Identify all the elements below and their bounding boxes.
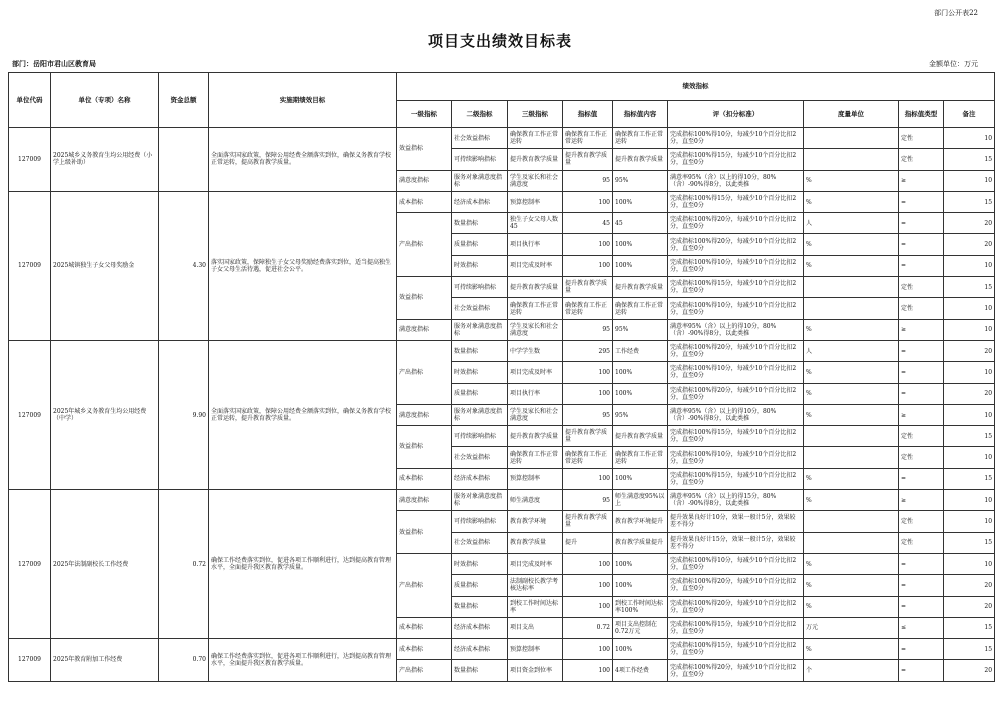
page-title: 项目支出绩效目标表 xyxy=(427,32,572,50)
scoring-cell: 完成指标100%得10分，每减少10个百分比扣2分，直至0分 xyxy=(668,362,804,383)
goal-cell: 落实国家政策，保障独生子女父母奖励经费落实到位，适当提高独生子女父母生活待遇，促进社会公平。 xyxy=(209,191,397,340)
level3-cell: 到校工作时间达标率 xyxy=(508,596,563,617)
scoring-cell: 完成指标100%得15分，每减少10个百分比扣2分，直至0分 xyxy=(668,468,804,489)
level2-cell: 社会效益指标 xyxy=(452,532,508,553)
note-cell: 10 xyxy=(944,319,995,340)
level2-cell: 经济成本指标 xyxy=(452,617,508,638)
value-type-cell: = xyxy=(899,255,944,276)
level2-cell: 服务对象满意度指标 xyxy=(452,319,508,340)
level1-cell: 成本指标 xyxy=(397,191,452,212)
scoring-cell: 完成指标100%得20分，每减少10个百分比扣2分，直至0分 xyxy=(668,596,804,617)
scoring-cell: 完成指标100%得10分，每减少10个百分比扣2分，直至0分 xyxy=(668,128,804,149)
value-content-cell: 100% xyxy=(613,468,668,489)
scoring-cell: 完成指标100%得20分，每减少10个百分比扣2分，直至0分 xyxy=(668,660,804,681)
value-content-cell: 45 xyxy=(613,213,668,234)
value-cell: 295 xyxy=(563,340,613,361)
value-content-cell: 100% xyxy=(613,383,668,404)
measure-unit-cell: % xyxy=(804,383,899,404)
measure-unit-cell xyxy=(804,447,899,468)
value-content-cell: 确保教育工作正常运转 xyxy=(613,128,668,149)
value-cell: 95 xyxy=(563,170,613,191)
level3-cell: 项目执行率 xyxy=(508,234,563,255)
value-cell: 提升教育教学质量 xyxy=(563,426,613,447)
value-cell: 45 xyxy=(563,213,613,234)
level3-cell: 师生满意度 xyxy=(508,490,563,511)
note-cell: 15 xyxy=(944,277,995,298)
total-funds-cell: 4.30 xyxy=(159,191,209,340)
note-cell: 10 xyxy=(944,298,995,319)
note-cell: 15 xyxy=(944,191,995,212)
note-cell: 15 xyxy=(944,532,995,553)
level1-cell: 成本指标 xyxy=(397,468,452,489)
value-content-cell: 教育教学环境提升 xyxy=(613,511,668,532)
measure-unit-cell: % xyxy=(804,490,899,511)
value-type-cell: = xyxy=(899,553,944,574)
value-type-cell: = xyxy=(899,383,944,404)
note-cell: 15 xyxy=(944,426,995,447)
project-name-cell: 2025年城乡义务教育生均公用经费（中学） xyxy=(51,340,159,489)
level2-cell: 质量指标 xyxy=(452,575,508,596)
value-cell: 确保教育工作正常运转 xyxy=(563,128,613,149)
total-funds-cell: 0.70 xyxy=(159,639,209,682)
performance-table xyxy=(8,72,995,682)
level1-cell: 效益指标 xyxy=(397,426,452,469)
note-cell: 10 xyxy=(944,490,995,511)
level1-cell: 成本指标 xyxy=(397,639,452,660)
value-type-cell: = xyxy=(899,596,944,617)
value-type-cell: 定性 xyxy=(899,128,944,149)
value-type-cell: = xyxy=(899,362,944,383)
value-cell: 100 xyxy=(563,596,613,617)
scoring-cell: 完成指标100%得15分，每减少10个百分比扣2分，直至0分 xyxy=(668,639,804,660)
value-cell: 100 xyxy=(563,383,613,404)
value-type-cell: = xyxy=(899,340,944,361)
level2-cell: 经济成本指标 xyxy=(452,468,508,489)
value-type-cell: = xyxy=(899,213,944,234)
header-value: 指标值 xyxy=(563,101,613,128)
value-cell: 95 xyxy=(563,490,613,511)
level3-cell: 项目完成及时率 xyxy=(508,255,563,276)
value-type-cell: 定性 xyxy=(899,511,944,532)
value-content-cell: 4项工作经费 xyxy=(613,660,668,681)
level3-cell: 法制副校长教学考核达标率 xyxy=(508,575,563,596)
project-name-cell: 2025城乡义务教育生均公用经费（小学上级补助） xyxy=(51,128,159,192)
goal-cell: 确保工作经费落实到位，促进各项工作顺利进行，达到提高教育管理水平，全面提升我区教育教学质量。 xyxy=(209,490,397,639)
level2-cell: 数量指标 xyxy=(452,660,508,681)
level2-cell: 社会效益指标 xyxy=(452,128,508,149)
scoring-cell: 完成指标100%得10分，每减少10个百分比扣2分，直至0分 xyxy=(668,298,804,319)
measure-unit-cell xyxy=(804,277,899,298)
value-content-cell: 100% xyxy=(613,575,668,596)
value-content-cell: 95% xyxy=(613,170,668,191)
value-content-cell: 100% xyxy=(613,191,668,212)
value-type-cell: 定性 xyxy=(899,426,944,447)
value-content-cell: 到校工作时间达标率100% xyxy=(613,596,668,617)
note-cell: 15 xyxy=(944,617,995,638)
level1-cell: 满意度指标 xyxy=(397,170,452,191)
value-type-cell: = xyxy=(899,234,944,255)
value-type-cell: 定性 xyxy=(899,532,944,553)
level3-cell: 学生及家长和社会满意度 xyxy=(508,319,563,340)
total-funds-cell: 9.90 xyxy=(159,340,209,489)
goal-cell: 全面落实国家政策，保障公用经费全额落实到位，确保义务教育学校正常运转，提升教育教学质量。 xyxy=(209,340,397,489)
scoring-cell: 完成指标100%得20分，每减少10个百分比扣2分，直至0分 xyxy=(668,340,804,361)
page-number: 部门公开表22 xyxy=(934,9,978,17)
scoring-cell: 完成指标100%得20分，每减少10个百分比扣2分，直至0分 xyxy=(668,575,804,596)
value-content-cell: 确保教育工作正常运转 xyxy=(613,447,668,468)
unit-code-cell: 127009 xyxy=(9,490,51,639)
value-type-cell: 定性 xyxy=(899,447,944,468)
value-cell: 确保教育工作正常运转 xyxy=(563,447,613,468)
scoring-cell: 完成指标100%得10分，每减少10个百分比扣2分，直至0分 xyxy=(668,255,804,276)
measure-unit-cell: % xyxy=(804,596,899,617)
scoring-cell: 完成指标100%得15分，每减少10个百分比扣2分，直至0分 xyxy=(668,149,804,170)
total-funds-cell xyxy=(159,128,209,192)
level2-cell: 经济成本指标 xyxy=(452,191,508,212)
value-cell: 95 xyxy=(563,319,613,340)
level2-cell: 数量指标 xyxy=(452,340,508,361)
level3-cell: 确保教育工作正常运转 xyxy=(508,298,563,319)
note-cell: 20 xyxy=(944,575,995,596)
value-cell: 100 xyxy=(563,468,613,489)
note-cell: 10 xyxy=(944,511,995,532)
level3-cell: 项目完成及时率 xyxy=(508,362,563,383)
value-cell: 提升 xyxy=(563,532,613,553)
value-type-cell: ≥ xyxy=(899,319,944,340)
measure-unit-cell xyxy=(804,511,899,532)
value-cell: 100 xyxy=(563,553,613,574)
note-cell: 10 xyxy=(944,404,995,425)
value-type-cell: 定性 xyxy=(899,277,944,298)
level3-cell: 提升教育教学质量 xyxy=(508,426,563,447)
value-cell: 100 xyxy=(563,191,613,212)
measure-unit-cell: % xyxy=(804,553,899,574)
project-name-cell: 2025年法制副校长工作经费 xyxy=(51,490,159,639)
header-scoring: 评（扣分标准） xyxy=(668,101,804,128)
scoring-cell: 满意率95%（含）以上的得10分，80%（含）-90%得8分，以此类推 xyxy=(668,170,804,191)
note-cell: 15 xyxy=(944,639,995,660)
scoring-cell: 完成指标100%得20分，每减少10个百分比扣2分，直至0分 xyxy=(668,234,804,255)
level3-cell: 教育教学质量 xyxy=(508,532,563,553)
table-row xyxy=(9,639,995,660)
measure-unit-cell: 人 xyxy=(804,340,899,361)
header-value-type: 指标值类型 xyxy=(899,101,944,128)
note-cell: 20 xyxy=(944,234,995,255)
value-content-cell: 100% xyxy=(613,639,668,660)
level3-cell: 项目资金到位率 xyxy=(508,660,563,681)
value-content-cell: 提升教育教学质量 xyxy=(613,149,668,170)
value-cell: 100 xyxy=(563,660,613,681)
table-row xyxy=(9,490,995,511)
value-type-cell: 定性 xyxy=(899,298,944,319)
note-cell: 15 xyxy=(944,468,995,489)
value-cell: 100 xyxy=(563,639,613,660)
level1-cell: 效益指标 xyxy=(397,277,452,320)
header-level1: 一级指标 xyxy=(397,101,452,128)
value-cell: 100 xyxy=(563,362,613,383)
value-type-cell: ≤ xyxy=(899,617,944,638)
level1-cell: 产出指标 xyxy=(397,213,452,277)
scoring-cell: 满意率95%（含）以上的得10分，80%（含）-90%得8分，以此类推 xyxy=(668,404,804,425)
value-content-cell: 100% xyxy=(613,234,668,255)
header-value-content: 指标值内容 xyxy=(613,101,668,128)
level2-cell: 社会效益指标 xyxy=(452,447,508,468)
header-total-funds: 资金总额 xyxy=(159,73,209,128)
level2-cell: 数量指标 xyxy=(452,213,508,234)
scoring-cell: 完成指标100%得10分，每减少10个百分比扣2分，直至0分 xyxy=(668,553,804,574)
value-content-cell: 100% xyxy=(613,553,668,574)
level2-cell: 质量指标 xyxy=(452,234,508,255)
table-row xyxy=(9,128,995,149)
level1-cell: 产出指标 xyxy=(397,660,452,681)
level2-cell: 数量指标 xyxy=(452,596,508,617)
scoring-cell: 提升效果良好计10分，效果一般计5分，效果较差不得分 xyxy=(668,511,804,532)
measure-unit-cell: % xyxy=(804,234,899,255)
measure-unit-cell: % xyxy=(804,404,899,425)
measure-unit-cell: % xyxy=(804,575,899,596)
scoring-cell: 完成指标100%得15分，每减少10个百分比扣2分，直至0分 xyxy=(668,426,804,447)
value-content-cell: 95% xyxy=(613,319,668,340)
unit-code-cell: 127009 xyxy=(9,191,51,340)
header-unit-code: 单位代码 xyxy=(9,73,51,128)
measure-unit-cell: % xyxy=(804,319,899,340)
value-cell: 100 xyxy=(563,234,613,255)
measure-unit-cell xyxy=(804,128,899,149)
scoring-cell: 完成指标100%得15分，每减少10个百分比扣2分，直至0分 xyxy=(668,191,804,212)
note-cell: 10 xyxy=(944,255,995,276)
goal-cell: 确保工作经费落实到位，促进各项工作顺利进行，达到提高教育管理水平，全面提升我区教育教学质量。 xyxy=(209,639,397,682)
level2-cell: 可持续影响指标 xyxy=(452,277,508,298)
value-cell: 提升教育教学质量 xyxy=(563,511,613,532)
level3-cell: 预算控制率 xyxy=(508,639,563,660)
measure-unit-cell: % xyxy=(804,639,899,660)
value-content-cell: 提升教育教学质量 xyxy=(613,277,668,298)
note-cell: 20 xyxy=(944,596,995,617)
header-measure-unit: 度量单位 xyxy=(804,101,899,128)
note-cell: 20 xyxy=(944,213,995,234)
scoring-cell: 完成指标100%得20分，每减少10个百分比扣2分，直至0分 xyxy=(668,383,804,404)
unit-code-cell: 127009 xyxy=(9,340,51,489)
value-cell: 确保教育工作正常运转 xyxy=(563,298,613,319)
level3-cell: 学生及家长和社会满意度 xyxy=(508,404,563,425)
level3-cell: 提升教育教学质量 xyxy=(508,149,563,170)
note-cell: 10 xyxy=(944,362,995,383)
value-cell: 100 xyxy=(563,255,613,276)
level2-cell: 可持续影响指标 xyxy=(452,426,508,447)
department-label: 部门：岳阳市君山区教育局 xyxy=(12,59,96,68)
table-row xyxy=(9,340,995,361)
value-type-cell: = xyxy=(899,468,944,489)
level1-cell: 效益指标 xyxy=(397,128,452,171)
level2-cell: 社会效益指标 xyxy=(452,298,508,319)
value-cell: 提升教育教学质量 xyxy=(563,149,613,170)
header-unit-name: 单位（专项）名称 xyxy=(51,73,159,128)
value-type-cell: ≥ xyxy=(899,490,944,511)
measure-unit-cell: 个 xyxy=(804,660,899,681)
measure-unit-cell: % xyxy=(804,170,899,191)
level3-cell: 学生及家长和社会满意度 xyxy=(508,170,563,191)
measure-unit-cell: 人 xyxy=(804,213,899,234)
measure-unit-cell xyxy=(804,426,899,447)
value-type-cell: ≥ xyxy=(899,404,944,425)
level2-cell: 可持续影响指标 xyxy=(452,149,508,170)
level2-cell: 服务对象满意度指标 xyxy=(452,490,508,511)
measure-unit-cell: % xyxy=(804,191,899,212)
level1-cell: 满意度指标 xyxy=(397,319,452,340)
header-performance-indicators: 绩效指标 xyxy=(397,73,995,101)
level1-cell: 产出指标 xyxy=(397,340,452,404)
scoring-cell: 完成指标100%得20分，每减少10个百分比扣2分，直至0分 xyxy=(668,213,804,234)
level2-cell: 经济成本指标 xyxy=(452,639,508,660)
value-cell: 提升教育教学质量 xyxy=(563,277,613,298)
scoring-cell: 完成指标100%得15分，每减少10个百分比扣2分，直至0分 xyxy=(668,277,804,298)
total-funds-cell: 0.72 xyxy=(159,490,209,639)
value-content-cell: 100% xyxy=(613,362,668,383)
note-cell: 10 xyxy=(944,447,995,468)
value-content-cell: 师生满意度95%以上 xyxy=(613,490,668,511)
level3-cell: 项目完成及时率 xyxy=(508,553,563,574)
goal-cell: 全面落实国家政策，保障公用经费全额落实到位，确保义务教育学校正常运转，提高教育教学质量。 xyxy=(209,128,397,192)
level3-cell: 教育教学环境 xyxy=(508,511,563,532)
level2-cell: 质量指标 xyxy=(452,383,508,404)
scoring-cell: 满意率95%（含）以上的得15分，80%（含）-90%得8分，以此类推 xyxy=(668,490,804,511)
header-goal: 实施期绩效目标 xyxy=(209,73,397,128)
value-content-cell: 确保教育工作正常运转 xyxy=(613,298,668,319)
level3-cell: 项目执行率 xyxy=(508,383,563,404)
note-cell: 20 xyxy=(944,660,995,681)
value-content-cell: 教育教学质量提升 xyxy=(613,532,668,553)
level3-cell: 确保教育工作正常运转 xyxy=(508,128,563,149)
value-cell: 100 xyxy=(563,575,613,596)
level1-cell: 满意度指标 xyxy=(397,490,452,511)
measure-unit-cell: % xyxy=(804,255,899,276)
level3-cell: 预算控制率 xyxy=(508,191,563,212)
level3-cell: 预算控制率 xyxy=(508,468,563,489)
amount-unit-label: 金额单位：万元 xyxy=(929,60,978,68)
value-content-cell: 项目支出控制在0.72万元 xyxy=(613,617,668,638)
header-level2: 二级指标 xyxy=(452,101,508,128)
level3-cell: 项目支出 xyxy=(508,617,563,638)
project-name-cell: 2025城镇独生子女父母奖励金 xyxy=(51,191,159,340)
value-type-cell: = xyxy=(899,575,944,596)
value-type-cell: = xyxy=(899,639,944,660)
value-cell: 95 xyxy=(563,404,613,425)
scoring-cell: 完成指标100%得10分，每减少10个百分比扣2分，直至0分 xyxy=(668,447,804,468)
measure-unit-cell xyxy=(804,298,899,319)
level1-cell: 成本指标 xyxy=(397,617,452,638)
value-content-cell: 100% xyxy=(613,255,668,276)
note-cell: 20 xyxy=(944,383,995,404)
level2-cell: 时效指标 xyxy=(452,553,508,574)
header-note: 备注 xyxy=(944,101,995,128)
value-type-cell: ≥ xyxy=(899,170,944,191)
unit-code-cell: 127009 xyxy=(9,128,51,192)
scoring-cell: 提升效果良好计15分，效果一般计5分，效果较差不得分 xyxy=(668,532,804,553)
value-cell: 0.72 xyxy=(563,617,613,638)
scoring-cell: 完成指标100%得15分，每减少10个百分比扣2分，直至0分 xyxy=(668,617,804,638)
level1-cell: 满意度指标 xyxy=(397,404,452,425)
project-name-cell: 2025年教育附加工作经费 xyxy=(51,639,159,682)
header-level3: 三级指标 xyxy=(508,101,563,128)
value-type-cell: = xyxy=(899,660,944,681)
note-cell: 20 xyxy=(944,340,995,361)
scoring-cell: 满意率95%（含）以上的得10分，80%（含）-90%得8分，以此类推 xyxy=(668,319,804,340)
value-content-cell: 提升教育教学质量 xyxy=(613,426,668,447)
note-cell: 10 xyxy=(944,128,995,149)
level1-cell: 产出指标 xyxy=(397,553,452,617)
level2-cell: 可持续影响指标 xyxy=(452,511,508,532)
measure-unit-cell: 万元 xyxy=(804,617,899,638)
measure-unit-cell xyxy=(804,532,899,553)
note-cell: 10 xyxy=(944,553,995,574)
value-type-cell: 定性 xyxy=(899,149,944,170)
unit-code-cell: 127009 xyxy=(9,639,51,682)
level3-cell: 中学学生数 xyxy=(508,340,563,361)
level2-cell: 服务对象满意度指标 xyxy=(452,404,508,425)
level2-cell: 时效指标 xyxy=(452,255,508,276)
level2-cell: 时效指标 xyxy=(452,362,508,383)
value-content-cell: 工作经费 xyxy=(613,340,668,361)
note-cell: 15 xyxy=(944,149,995,170)
level2-cell: 服务对象满意度指标 xyxy=(452,170,508,191)
value-content-cell: 95% xyxy=(613,404,668,425)
level1-cell: 效益指标 xyxy=(397,511,452,554)
level3-cell: 独生子女父母人数45 xyxy=(508,213,563,234)
measure-unit-cell: % xyxy=(804,468,899,489)
measure-unit-cell: % xyxy=(804,362,899,383)
value-type-cell: = xyxy=(899,191,944,212)
level3-cell: 确保教育工作正常运转 xyxy=(508,447,563,468)
measure-unit-cell xyxy=(804,149,899,170)
table-row xyxy=(9,191,995,212)
note-cell: 10 xyxy=(944,170,995,191)
level3-cell: 提升教育教学质量 xyxy=(508,277,563,298)
